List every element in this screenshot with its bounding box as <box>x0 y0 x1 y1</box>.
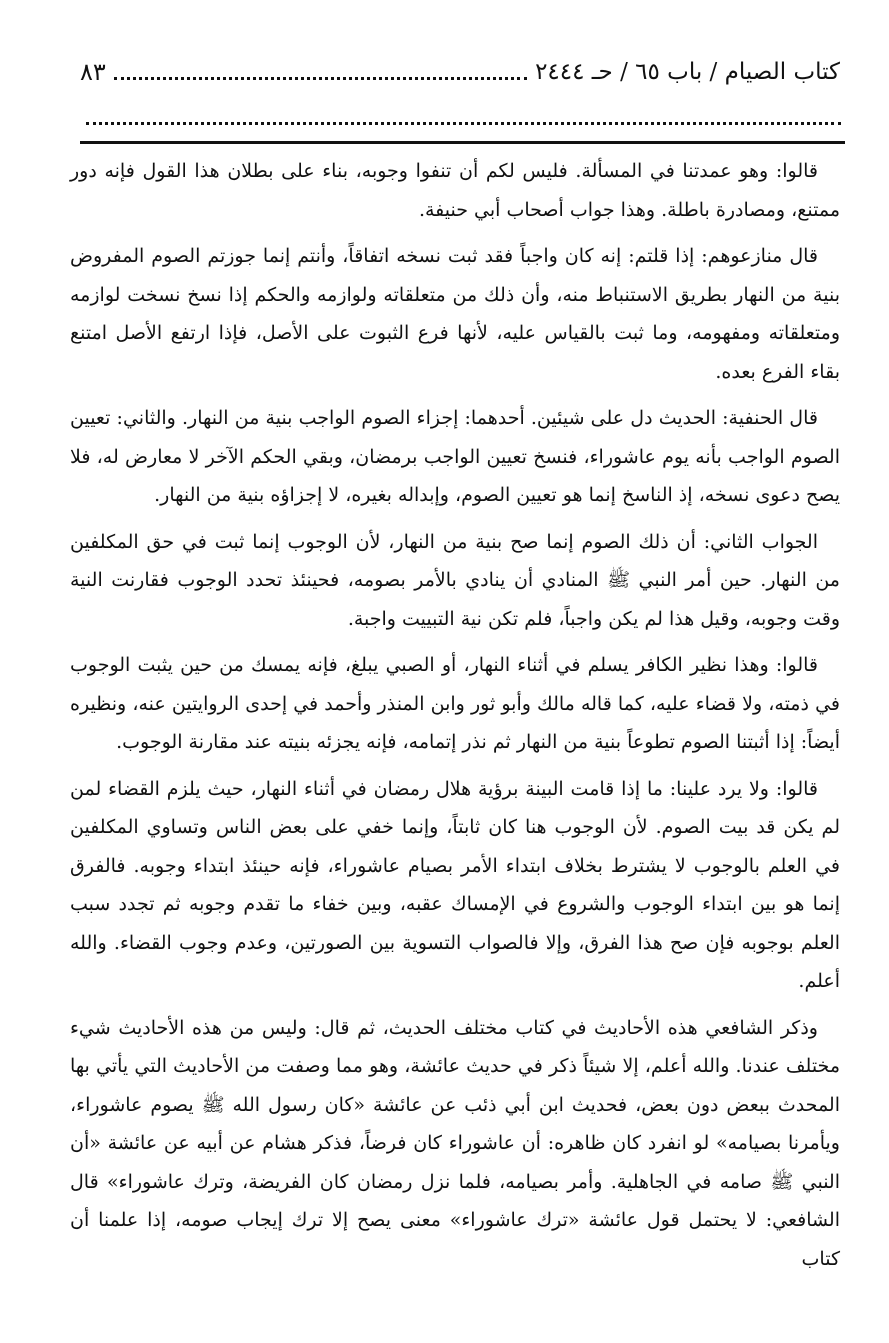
paragraph-4: الجواب الثاني: أن ذلك الصوم إنما صح بنية من النهار، لأن الوجوب إنما ثبت في حق المكلفين من النهار. حين أمر النبي ﷺ المنادي أن ينادي بالأمر بصومه، فحينئذ تحدد الوجوب فقارنت النية وقت وجوبه، وقيل هذا لم يكن واجباً، فلم تكن نية التبييت واجبة. <box>70 530 840 630</box>
page-number: ٨٣ <box>80 58 106 86</box>
main-text <box>70 152 840 1286</box>
running-title: كتاب الصيام / باب ٦٥ / حـ ٢٤٤٤ <box>535 59 840 85</box>
paragraph-1: قالوا: وهو عمدتنا في المسألة. فليس لكم أن تنفوا وجوبه، بناء على بطلان هذا القول فإنه دور ممتنع، ومصادرة باطلة. وهذا جواب أصحاب أبي حنيفة. <box>70 160 840 221</box>
paragraph-3: قال الحنفية: الحديث دل على شيئين. أحدهما: إجزاء الصوم الواجب بنية من النهار. والثاني: تعيين الصوم الواجب بأنه يوم عاشوراء، فنسخ تعيين الواجب برمضان، وبقي الحكم الآخر لا معارض له، فلا يصح دعوى نسخه، إذ الناسخ إنما هو تعيين الصوم، وإبداله بغيره، لا إجزاؤه بنية من النهار. <box>70 407 840 506</box>
paragraph-6: قالوا: ولا يرد علينا: ما إذا قامت البينة برؤية هلال رمضان في أثناء النهار، حيث يلزم القضاء لمن لم يكن قد بيت الصوم. لأن الوجوب هنا كان ثابتاً، وإنما خفي على بعض الناس وتساوي المكلفين في العلم بالوجوب لا يشترط بخلاف ابتداء الأمر بصيام عاشوراء، فإنه حينئذ ابتداء وجوبه. فالفرق إنما هو بين ابتداء الوجوب والشروع في الإمساك عقبه، وبين خفاء ما تقدم وجوبه ثم تجدد سبب العلم بوجوبه فإن صح هذا الفرق، وإلا فالصواب التسوية بين الصورتين، وعدم وجوب القضاء. والله أعلم. <box>70 777 840 992</box>
running-header <box>80 52 840 92</box>
solid-divider <box>80 141 845 144</box>
paragraph-2: قال منازعوهم: إذا قلتم: إنه كان واجباً فقد ثبت نسخه اتفاقاً، وأنتم إنما جوزتم الصوم المفروض بنية من النهار بطريق الاستنباط منه، وأن ذلك من متعلقاته ولوازمه والحكم إذا نسخ نسخت لوازمه ومتعلقاته ومفهومه، وما ثبت بالقياس عليه، لأنها فرع الثبوت على الأصل، فإذا ارتفع الأصل امتنع بقاء الفرع بعده. <box>70 245 840 383</box>
dotted-divider <box>86 122 841 125</box>
paragraph-5: قالوا: وهذا نظير الكافر يسلم في أثناء النهار، أو الصبي يبلغ، فإنه يمسك من حين يثبت الوجوب في ذمته، ولا قضاء عليه، كما قاله مالك وأبو ثور وابن المنذر وأحمد في إحدى الروايتين عنه، ونظيره أيضاً: إذا أثبتنا الصوم تطوعاً بنية من النهار ثم نذر إتمامه، فإنه يجزئه بنيته عند مقارنة الوجوب. <box>70 654 840 753</box>
paragraph-7: وذكر الشافعي هذه الأحاديث في كتاب مختلف الحديث، ثم قال: وليس من هذه الأحاديث شيء مختلف عندنا. والله أعلم، إلا شيئاً ذكر في حديث عائشة، وهو مما وصفت من الأحاديث التي يأتي بها المحدث ببعض دون بعض، فحديث ابن أبي ذئب عن عائشة «كان رسول الله ﷺ يصوم عاشوراء، ويأمرنا بصيامه» لو انفرد كان ظاهره: أن عاشوراء كان فرضاً، فذكر هشام عن أبيه عن عائشة «أن النبي ﷺ صامه في الجاهلية. وأمر بصيامه، فلما نزل رمضان كان الفريضة، وترك عاشوراء» قال الشافعي: لا يحتمل قول عائشة «ترك عاشوراء» معنى يصح إلا ترك إيجاب صومه، إذا علمنا أن كتاب <box>70 1016 840 1270</box>
header-dot-leader <box>114 77 527 80</box>
